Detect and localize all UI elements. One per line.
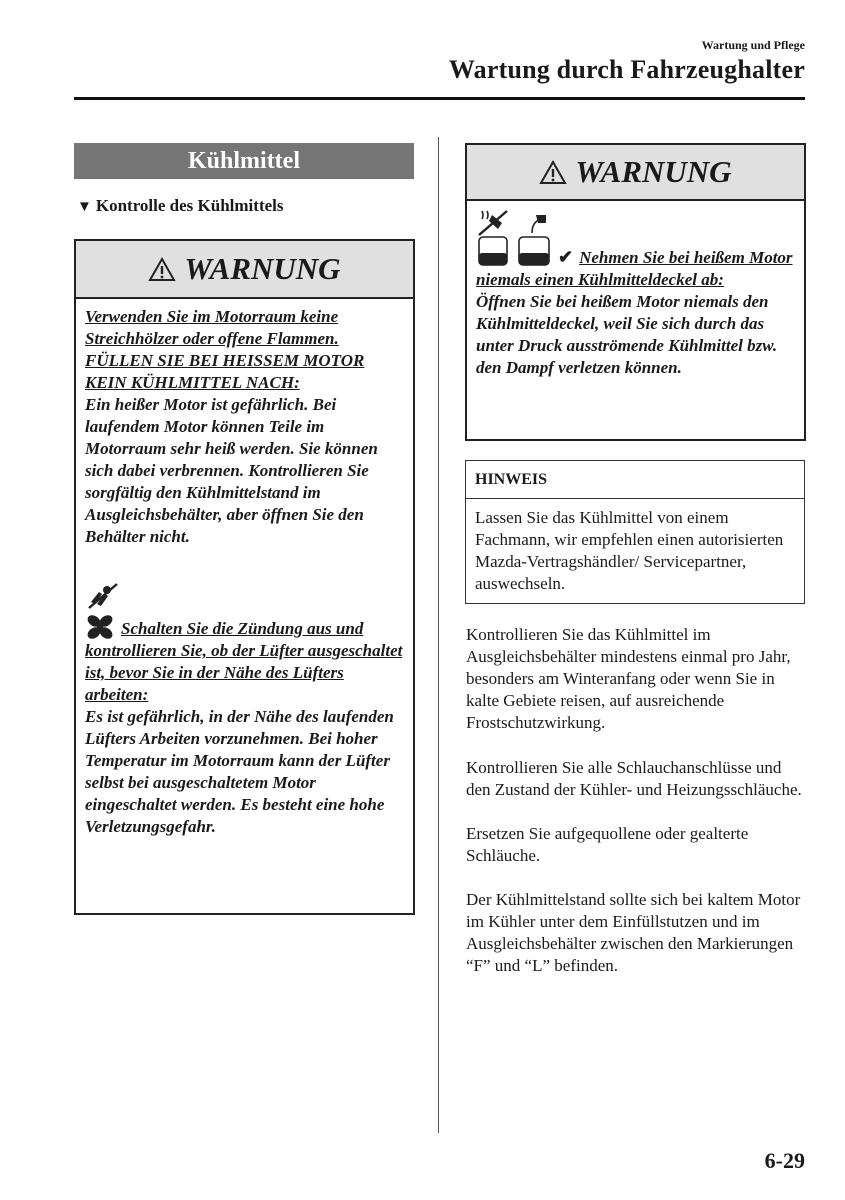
caution-title: Verwenden Sie im Motorraum keine Streichhölzer oder offene Flammen. FÜLLEN SIE BEI HEISSEM MOTOR KEIN KÜHLMITTEL NACH: bbox=[85, 307, 365, 392]
body-paragraph: Kontrollieren Sie alle Schlauchanschlüsse und den Zustand der Kühler- und Heizungsschläuche. bbox=[466, 758, 802, 799]
note-text: Lassen Sie das Kühlmittel von einem Fachmann, wir empfehlen einen autorisierten Mazda-Vertragshändler/ Servicepartner, auswechseln. bbox=[475, 508, 784, 593]
warning-heading: WARNUNG bbox=[575, 154, 732, 189]
caution-text: Es ist gefährlich, in der Nähe des laufenden Lüfters Arbeiten vorzunehmen. Bei hoher Temperatur im Motorraum kann der Lüfter selbst bei ausgeschaltetem Motor eingeschaltet werden. Es besteht eine hohe Verletzungsgefahr. bbox=[85, 707, 394, 836]
warning-triangle-icon bbox=[539, 160, 567, 185]
warning-triangle-icon bbox=[148, 257, 176, 282]
subheading bbox=[77, 196, 284, 216]
warning-header bbox=[76, 241, 413, 299]
coolant-reservoir-icon bbox=[516, 209, 552, 269]
warning-heading: WARNUNG bbox=[184, 251, 341, 286]
body-paragraph: Kontrollieren Sie das Kühlmittel im Ausgleichsbehälter mindestens einmal pro Jahr, besonders am Winteranfang oder wenn Sie in kalte Gebiete reisen, auf ausreichende Frostschutzwirkung. bbox=[466, 625, 791, 732]
fan-icon bbox=[85, 614, 115, 640]
no-hand-in-fan-icon bbox=[85, 582, 121, 610]
warning-body bbox=[76, 299, 413, 838]
section-label: Wartung und Pflege bbox=[701, 38, 805, 52]
page-number: 6-29 bbox=[764, 1148, 805, 1173]
note-heading: HINWEIS bbox=[466, 461, 804, 499]
caution-text: Ein heißer Motor ist gefährlich. Bei laufendem Motor können Teile im Motorraum sehr heiß werden. Sie können sich dabei verbrennen. Kontrollieren Sie sorgfältig den Kühlmittelstand im Ausgleichsbehälter, aber öffnen Sie den Behälter nicht. bbox=[85, 395, 378, 546]
subheading-text: Kontrolle des Kühlmittels bbox=[95, 196, 284, 215]
body-paragraph: Ersetzen Sie aufgequollene oder gealterte Schläuche. bbox=[466, 824, 749, 865]
warning-header bbox=[467, 145, 804, 201]
page-title: Wartung durch Fahrzeughalter bbox=[448, 55, 805, 84]
body-paragraph: Der Kühlmittelstand sollte sich bei kaltem Motor im Kühler unter dem Einfüllstutzen und im Ausgleichsbehälter zwischen den Markierungen “F” und “L” befinden. bbox=[466, 890, 801, 975]
caution-text: Öffnen Sie bei heißem Motor niemals den Kühlmitteldeckel, weil Sie sich durch das unter Druck ausströmende Kühlmittel bzw. den Dampf verletzen können. bbox=[476, 292, 778, 377]
triangle-marker-icon: ▼ bbox=[77, 199, 92, 215]
warning-body bbox=[467, 201, 804, 379]
section-title-bar: Kühlmittel bbox=[74, 143, 414, 179]
caution-title: Schalten Sie die Zündung aus und kontrollieren Sie, ob der Lüfter ausgeschaltet ist, bevor Sie in der Nähe des Lüfters arbeiten: bbox=[85, 619, 403, 704]
checkmark-icon: ✔ bbox=[558, 247, 574, 267]
column-divider bbox=[438, 137, 439, 1133]
warning-box-left bbox=[74, 239, 415, 915]
warning-box-right bbox=[465, 143, 806, 441]
no-open-hot-cap-icon bbox=[476, 209, 510, 269]
note-box bbox=[465, 460, 805, 604]
caution-title: Nehmen Sie bei heißem Motor niemals einen Kühlmitteldeckel ab: bbox=[476, 248, 793, 289]
header-rule bbox=[74, 97, 805, 100]
